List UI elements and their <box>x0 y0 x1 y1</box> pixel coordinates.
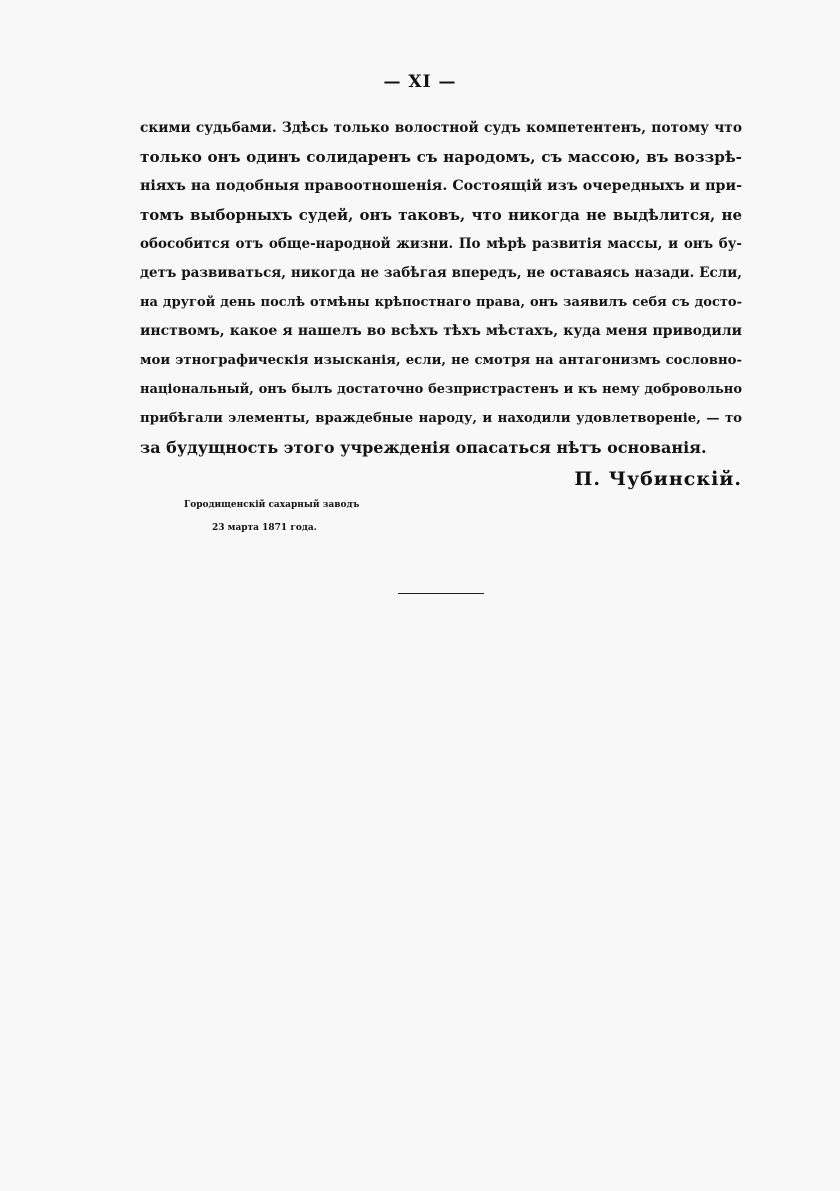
text-line: національный, онъ былъ достаточно безпристрастенъ и къ нему добровольно <box>140 382 742 397</box>
text-line: за будущность этого учрежденія опасаться нѣтъ основанія. <box>140 438 707 457</box>
text-line: обособится отъ обще-народной жизни. По мѣрѣ развитія массы, и онъ бу- <box>140 236 742 252</box>
text-line: прибѣгали элементы, враждебные народу, и находили удовлетвореніе, — то <box>140 411 742 426</box>
section-divider <box>398 593 484 594</box>
dateline-place: Городищенскій сахарный заводъ <box>184 500 360 510</box>
text-line: скими судьбами. Здѣсь только волостной судъ компетентенъ, потому что <box>140 120 742 136</box>
text-line: детъ развиваться, никогда не забѣгая впередъ, не оставаясь назади. Если, <box>140 265 742 281</box>
dateline-date: 23 марта 1871 года. <box>212 523 317 533</box>
text-line: мои этнографическія изысканія, если, не смотря на антагонизмъ сословно- <box>140 353 742 368</box>
text-line: томъ выборныхъ судей, онъ таковъ, что никогда не выдѣлится, не <box>140 206 742 224</box>
text-line: только онъ одинъ солидаренъ съ народомъ, съ массою, въ воззрѣ- <box>140 148 742 166</box>
text-line: инствомъ, какое я нашелъ во всѣхъ тѣхъ мѣстахъ, куда меня приводили <box>140 323 742 339</box>
author-signature: П. Чубинскій. <box>574 468 742 490</box>
body-paragraph <box>140 114 742 462</box>
text-line: на другой день послѣ отмѣны крѣпостнаго права, онъ заявилъ себя съ досто- <box>140 295 742 310</box>
text-line: ніяхъ на подобныя правоотношенія. Состоящій изъ очередныхъ и при- <box>140 178 742 194</box>
page-number: — XI — <box>383 72 457 92</box>
